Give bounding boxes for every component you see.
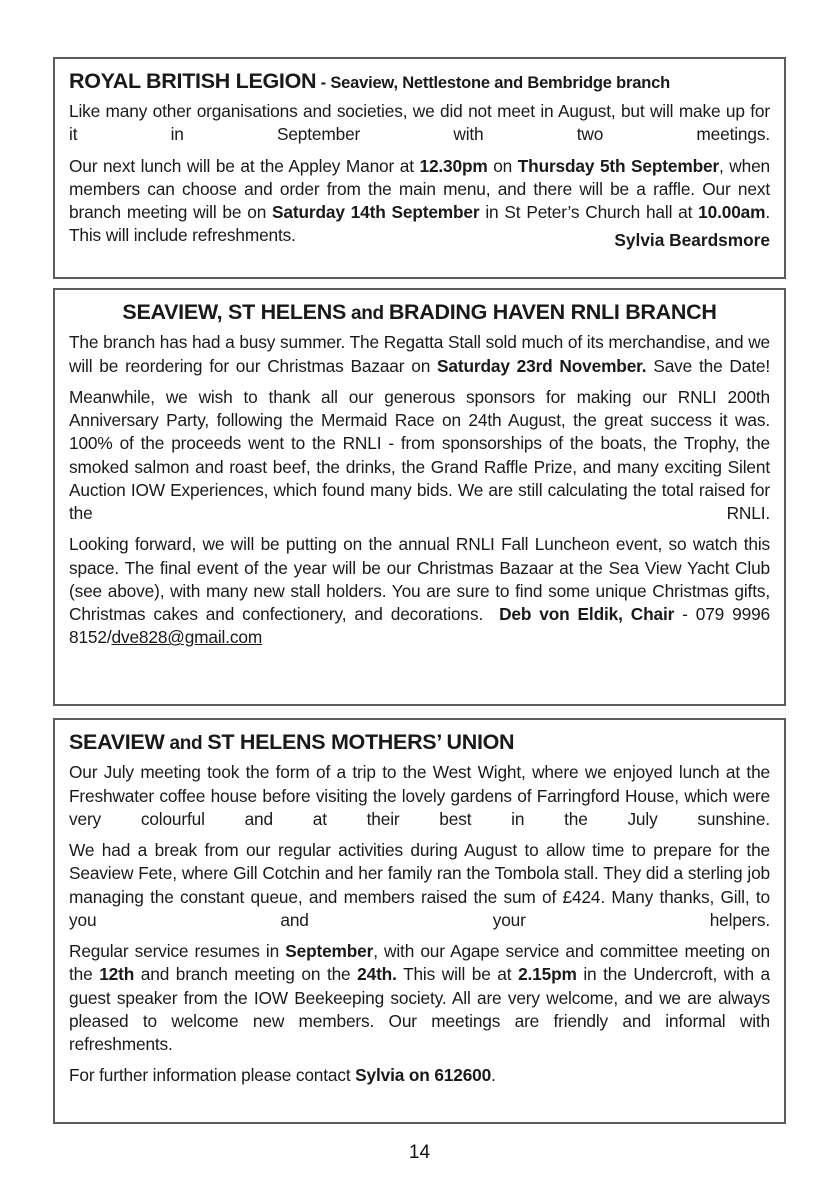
heading-conjunction: and	[345, 303, 389, 324]
heading-main-text: ROYAL BRITISH LEGION	[69, 69, 317, 93]
paragraph: Our July meeting took the form of a trip to the West Wight, where we enjoyed lunch at the Freshwater coffee house before visiting the lovely gardens of Farringford House, which were very colourful and at their best in the July sunshine.	[69, 762, 770, 829]
heading-main-text: SEAVIEW	[69, 730, 165, 754]
section-heading-mothers-union	[69, 730, 770, 754]
paragraph: Looking forward, we will be putting on the annual RNLI Fall Luncheon event, so watch this space. The final event of the year will be our Christmas Bazaar at the Sea View Yacht Club (see above), with many new stall holders. You are sure to find some unique Christmas gifts, Christmas cakes and confectionery, and decorations. Deb von Eldik, Chair - 079 9996 8152/dve828@gmail.com	[69, 534, 770, 648]
page-number: 14	[408, 1142, 431, 1163]
section-heading-royal-british-legion	[69, 69, 770, 93]
heading-tail-text: BRADING HAVEN RNLI BRANCH	[388, 300, 717, 324]
paragraph: Regular service resumes in September, with our Agape service and committee meeting on the 12th and branch meeting on the 24th. This will be at 2.15pm in the Undercroft, with a guest speaker from the IOW Beekeeping society. All are very welcome, and we are always pleased to welcome new members. Our meetings are friendly and informal with refreshments.	[69, 941, 770, 1055]
article-box-rnli-branch	[53, 288, 786, 706]
paragraph: The branch has had a busy summer. The Regatta Stall sold much of its merchandise, and we will be reordering for our Christmas Bazaar on Saturday 23rd November. Save the Date!	[69, 332, 770, 376]
paragraph: Like many other organisations and societies, we did not meet in August, but will make up for it in September with two meetings.	[69, 101, 770, 145]
heading-conjunction: and	[164, 733, 208, 754]
author-signature: Sylvia Beardsmore	[614, 229, 770, 250]
paragraph: For further information please contact Sylvia on 612600.	[69, 1065, 496, 1086]
paragraph: We had a break from our regular activities during August to allow time to prepare for the Seaview Fete, where Gill Cotchin and her family ran the Tombola stall. They did a sterling job managing the constant queue, and members raised the sum of £424. Many thanks, Gill, to you and your helpers.	[69, 840, 770, 930]
article-box-mothers-union	[53, 718, 786, 1124]
heading-sub-text: - Seaview, Nettlestone and Bembridge branch	[316, 74, 670, 92]
article-box-royal-british-legion	[53, 57, 786, 279]
heading-tail-text: ST HELENS MOTHERS’ UNION	[207, 730, 515, 754]
heading-main-text: SEAVIEW, ST HELENS	[122, 300, 346, 324]
paragraph: Our next lunch will be at the Appley Manor at 12.30pm on Thursday 5th September, when members can choose and order from the main menu, and there will be a raffle. Our next branch meeting will be on Saturday 14th September in St Peter’s Church hall at 10.00am. This will include refreshments.	[69, 155, 771, 246]
section-heading-rnli-branch	[69, 300, 770, 324]
paragraph: Meanwhile, we wish to thank all our generous sponsors for making our RNLI 200th Anniversary Party, following the Mermaid Race on 24th August, the great success it was. 100% of the proceeds went to the RNLI - from sponsorships of the boats, the Trophy, the smoked salmon and roast beef, the drinks, the Grand Raffle Prize, and many exciting Silent Auction IOW Experiences, which found many bids. We are still calculating the total raised for the RNLI.	[69, 386, 770, 524]
